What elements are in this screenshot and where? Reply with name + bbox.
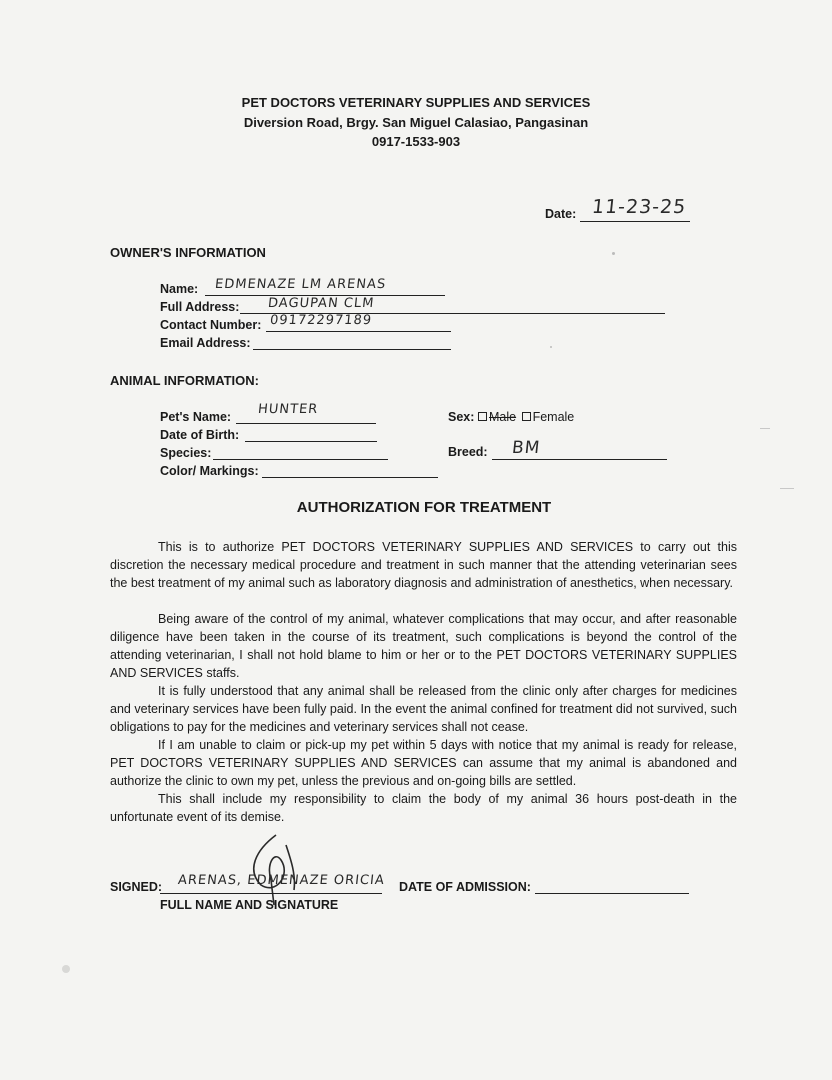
date-line — [580, 221, 690, 222]
date-value: 11-23-25 — [590, 196, 688, 218]
breed-label: Breed: — [448, 445, 488, 459]
scan-speck — [62, 965, 70, 973]
paragraph-2: Being aware of the control of my animal, whatever complications that may occur, and after reasonable diligence have been taken in the course of its treatment, such complications is beyond the control of the attending veterinarian, I shall not hold blame to him or her or to the PET DOCTORS VETERINARY SUPPLIES AND SERVICES staffs. — [110, 612, 737, 680]
paragraph-1: This is to authorize PET DOCTORS VETERINARY SUPPLIES AND SERVICES to carry out this discretion the necessary medical procedure and treatment in such manner that the attending veterinarian sees the best treatment of my animal such as laboratory diagnosis and administration of anesthetics, when necessary. — [110, 540, 737, 590]
authorization-title: AUTHORIZATION FOR TREATMENT — [296, 499, 552, 516]
address-label: Full Address: — [160, 300, 240, 314]
species-label: Species: — [160, 446, 212, 460]
scan-mark — [780, 488, 794, 489]
pet-name-value: HUNTER — [257, 402, 319, 417]
signed-value: ARENAS, EDMENAZE ORICIA — [177, 873, 386, 888]
species-line — [213, 459, 388, 460]
admission-label: DATE OF ADMISSION: — [399, 880, 531, 894]
pet-name-label: Pet's Name: — [160, 410, 232, 424]
scan-speck — [550, 346, 552, 348]
paragraph-5: This shall include my responsibility to claim the body of my animal 36 hours post-death in the unfortunate event of its demise. — [110, 792, 737, 824]
color-line — [262, 477, 438, 478]
sex-male-checkbox[interactable] — [478, 412, 487, 421]
scan-speck — [612, 252, 615, 255]
date-label: Date: — [545, 207, 577, 221]
owner-heading: OWNER'S INFORMATION — [110, 245, 266, 260]
business-name: PET DOCTORS VETERINARY SUPPLIES AND SERVICES — [241, 95, 591, 110]
breed-value: BM — [510, 438, 542, 458]
paragraph-4: If I am unable to claim or pick-up my pet within 5 days with notice that my animal is ready for release, PET DOCTORS VETERINARY SUPPLIES AND SERVICES can assume that my animal is abandoned and authorize the clinic to own my pet, unless the previous and on-going bills are settled. — [110, 738, 737, 788]
animal-heading: ANIMAL INFORMATION: — [110, 373, 259, 388]
dob-label: Date of Birth: — [160, 428, 240, 442]
pet-name-line — [236, 423, 376, 424]
owner-name-label: Name: — [160, 282, 199, 296]
contact-line — [266, 331, 451, 332]
signed-label: SIGNED: — [110, 880, 163, 894]
email-label: Email Address: — [160, 336, 251, 350]
sex-label: Sex: — [448, 410, 475, 424]
owner-name-value: EDMENAZE LM ARENAS — [214, 277, 387, 292]
sex-female-label: Female — [532, 410, 575, 424]
admission-line — [535, 893, 689, 894]
business-address: Diversion Road, Brgy. San Miguel Calasiao, Pangasinan — [243, 115, 589, 130]
signed-line — [160, 893, 382, 894]
email-line — [253, 349, 451, 350]
breed-line — [492, 459, 667, 460]
paragraph-3: It is fully understood that any animal shall be released from the clinic only after charges for medicines and veterinary services have been fully paid. In the event the animal confined for treatment did not survived, such obligations to pay for the medicines and veterinary services shall not cease. — [110, 684, 737, 734]
sex-male-label: Male — [489, 410, 517, 424]
color-label: Color/ Markings: — [160, 464, 259, 478]
sex-options — [476, 410, 574, 424]
address-value: DAGUPAN CLM — [267, 296, 376, 311]
contact-value: 09172297189 — [269, 313, 373, 328]
signature-caption: FULL NAME AND SIGNATURE — [160, 898, 339, 912]
contact-label: Contact Number: — [160, 318, 262, 332]
dob-line — [245, 441, 377, 442]
sex-female-checkbox[interactable] — [522, 412, 531, 421]
business-phone: 0917-1533-903 — [371, 134, 461, 149]
scan-mark — [760, 428, 770, 429]
